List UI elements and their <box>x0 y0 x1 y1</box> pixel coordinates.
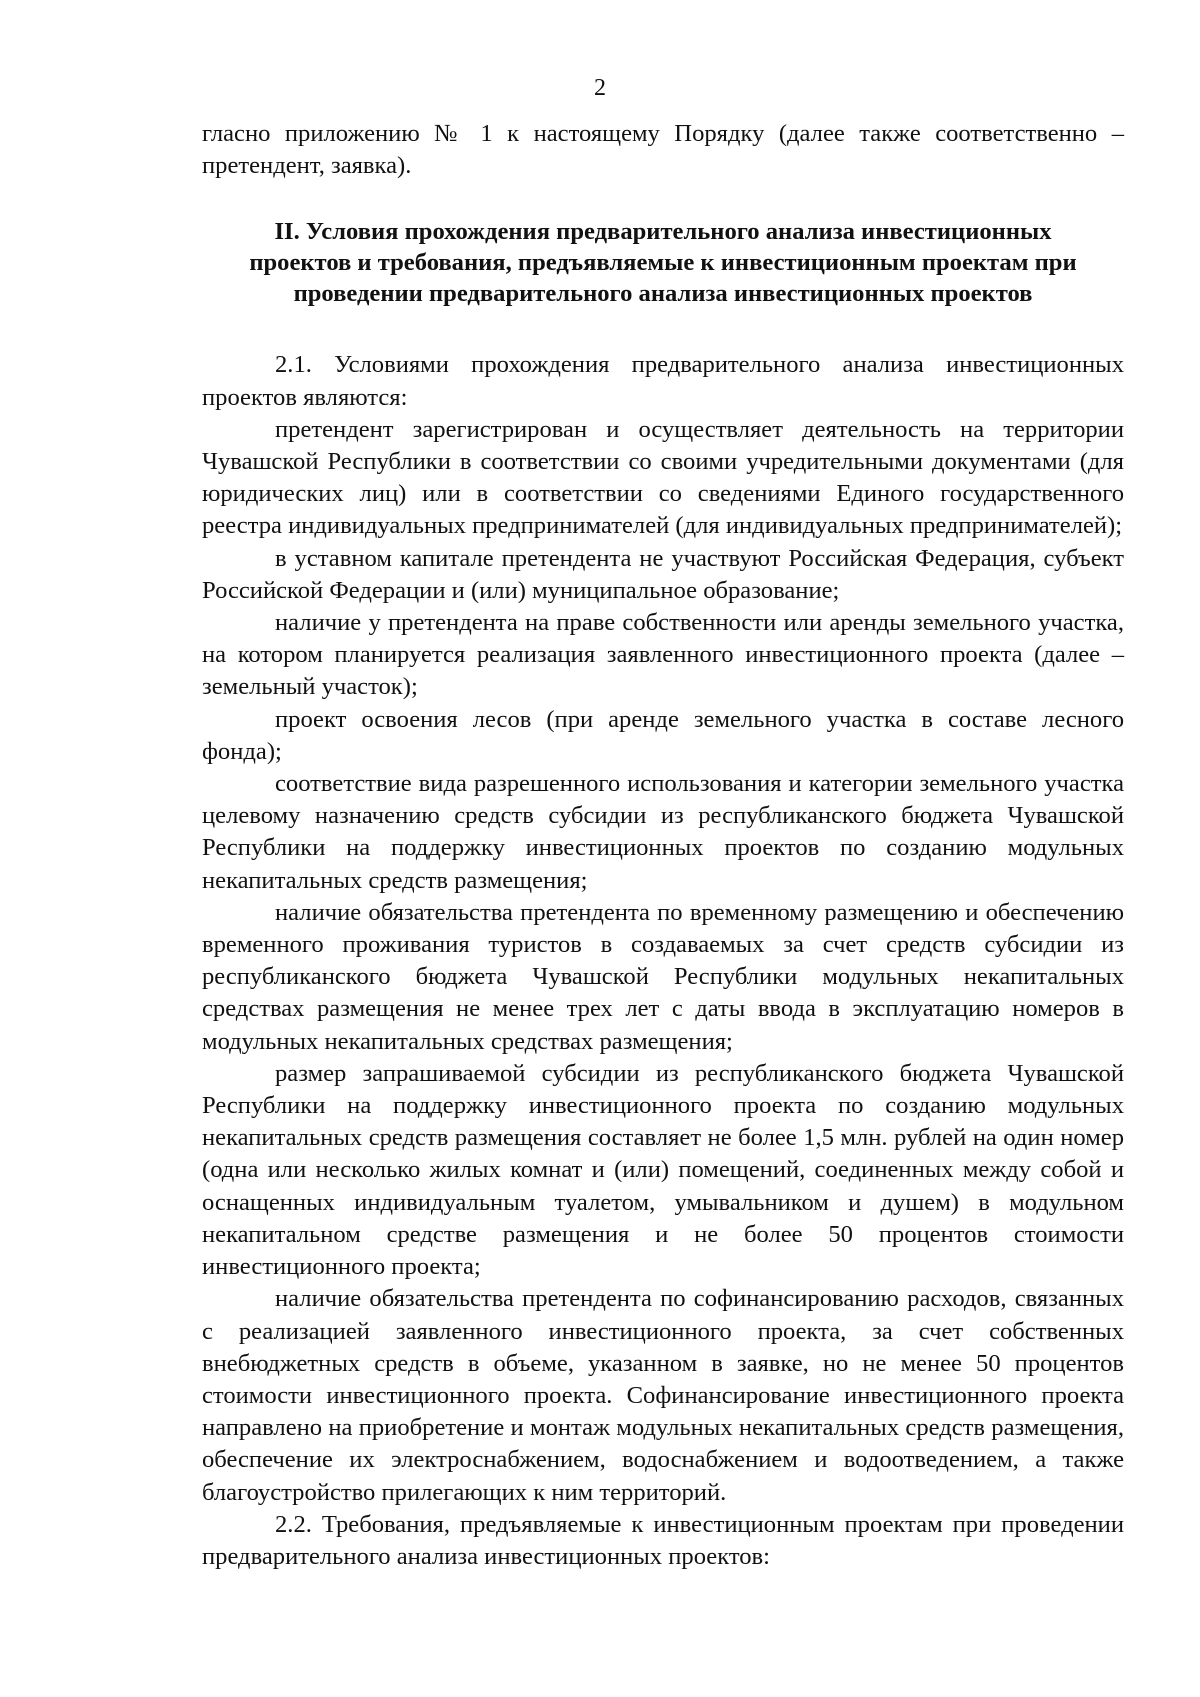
condition-land-use-category: соответствие вида разрешенного использования и категории земельного участка целевому назначению средств субсидии из республиканского бюджета Чувашской Республики на поддержку инвестиционных проектов по созданию модульных некапитальных средств размещения; <box>202 770 1124 894</box>
condition-cofinancing: наличие обязательства претендента по софинансированию расходов, связанных с реализацией заявленного инвестиционного проекта, за счет собственных внебюджетных средств в объеме, указанном в заявке, но не менее 50 процентов стоимости инвестиционного проекта. Софинансирование инвестиционного проекта направлено на приобретение и монтаж модульных некапитальных средств размещения, обеспечение их электроснабжением, водоснабжением и водоотведением, а также благоустройство прилегающих к ним территорий. <box>202 1285 1124 1506</box>
condition-land-plot: наличие у претендента на праве собственности или аренды земельного участка, на котором планируется реализация заявленного инвестиционного проекта (далее – земельный участок); <box>202 609 1124 701</box>
condition-subsidy-amount: размер запрашиваемой субсидии из республиканского бюджета Чувашской Республики на поддержку инвестиционного проекта по созданию модульных некапитальных средств размещения составляет не более 1,5 млн. рублей на один номер (одна или несколько жилых комнат и (или) помещений, соединенных между собой и оснащенных индивидуальным туалетом, умывальником и душем) в модульном некапитальном средстве размещения и не более 50 процентов стоимости инвестиционного проекта; <box>202 1059 1124 1281</box>
condition-charter-capital: в уставном капитале претендента не участвуют Российская Федерация, субъект Российской Федерации и (или) муниципальное образование; <box>202 544 1124 604</box>
condition-accommodation-obligation: наличие обязательства претендента по временному размещению и обеспечению временного проживания туристов в создаваемых за счет средств субсидии из республиканского бюджета Чувашской Республики модульных некапитальных средствах размещения не менее трех лет с даты ввода в эксплуатацию номеров в модульных некапитальных средствах размещения; <box>202 898 1124 1055</box>
paragraph-2-1: 2.1. Условиями прохождения предварительного анализа инвестиционных проектов являются: <box>202 351 1124 411</box>
condition-forest-project: проект освоения лесов (при аренде земельного участка в составе лесного фонда); <box>202 705 1124 765</box>
document-body <box>202 118 1124 1573</box>
paragraph-2-2: 2.2. Требования, предъявляемые к инвестиционным проектам при проведении предварительного анализа инвестиционных проектов: <box>202 1510 1124 1570</box>
condition-registration: претендент зарегистрирован и осуществляет деятельность на территории Чувашской Республики в соответствии со своими учредительными документами (для юридических лиц) или в соответствии со сведениями Единого государственного реестра индивидуальных предпринимателей (для индивидуальных предпринимателей); <box>202 415 1124 540</box>
paragraph-continuation: гласно приложению № 1 к настоящему Порядку (далее также соответственно – претендент, заявка). <box>202 120 1124 180</box>
page-number: 2 <box>594 75 606 101</box>
section-heading: II. Условия прохождения предварительного анализа инвестиционных проектов и требования, предъявляемые к инвестиционным проектам при проведении предварительного анализа инвестиционных проектов <box>249 218 1077 308</box>
